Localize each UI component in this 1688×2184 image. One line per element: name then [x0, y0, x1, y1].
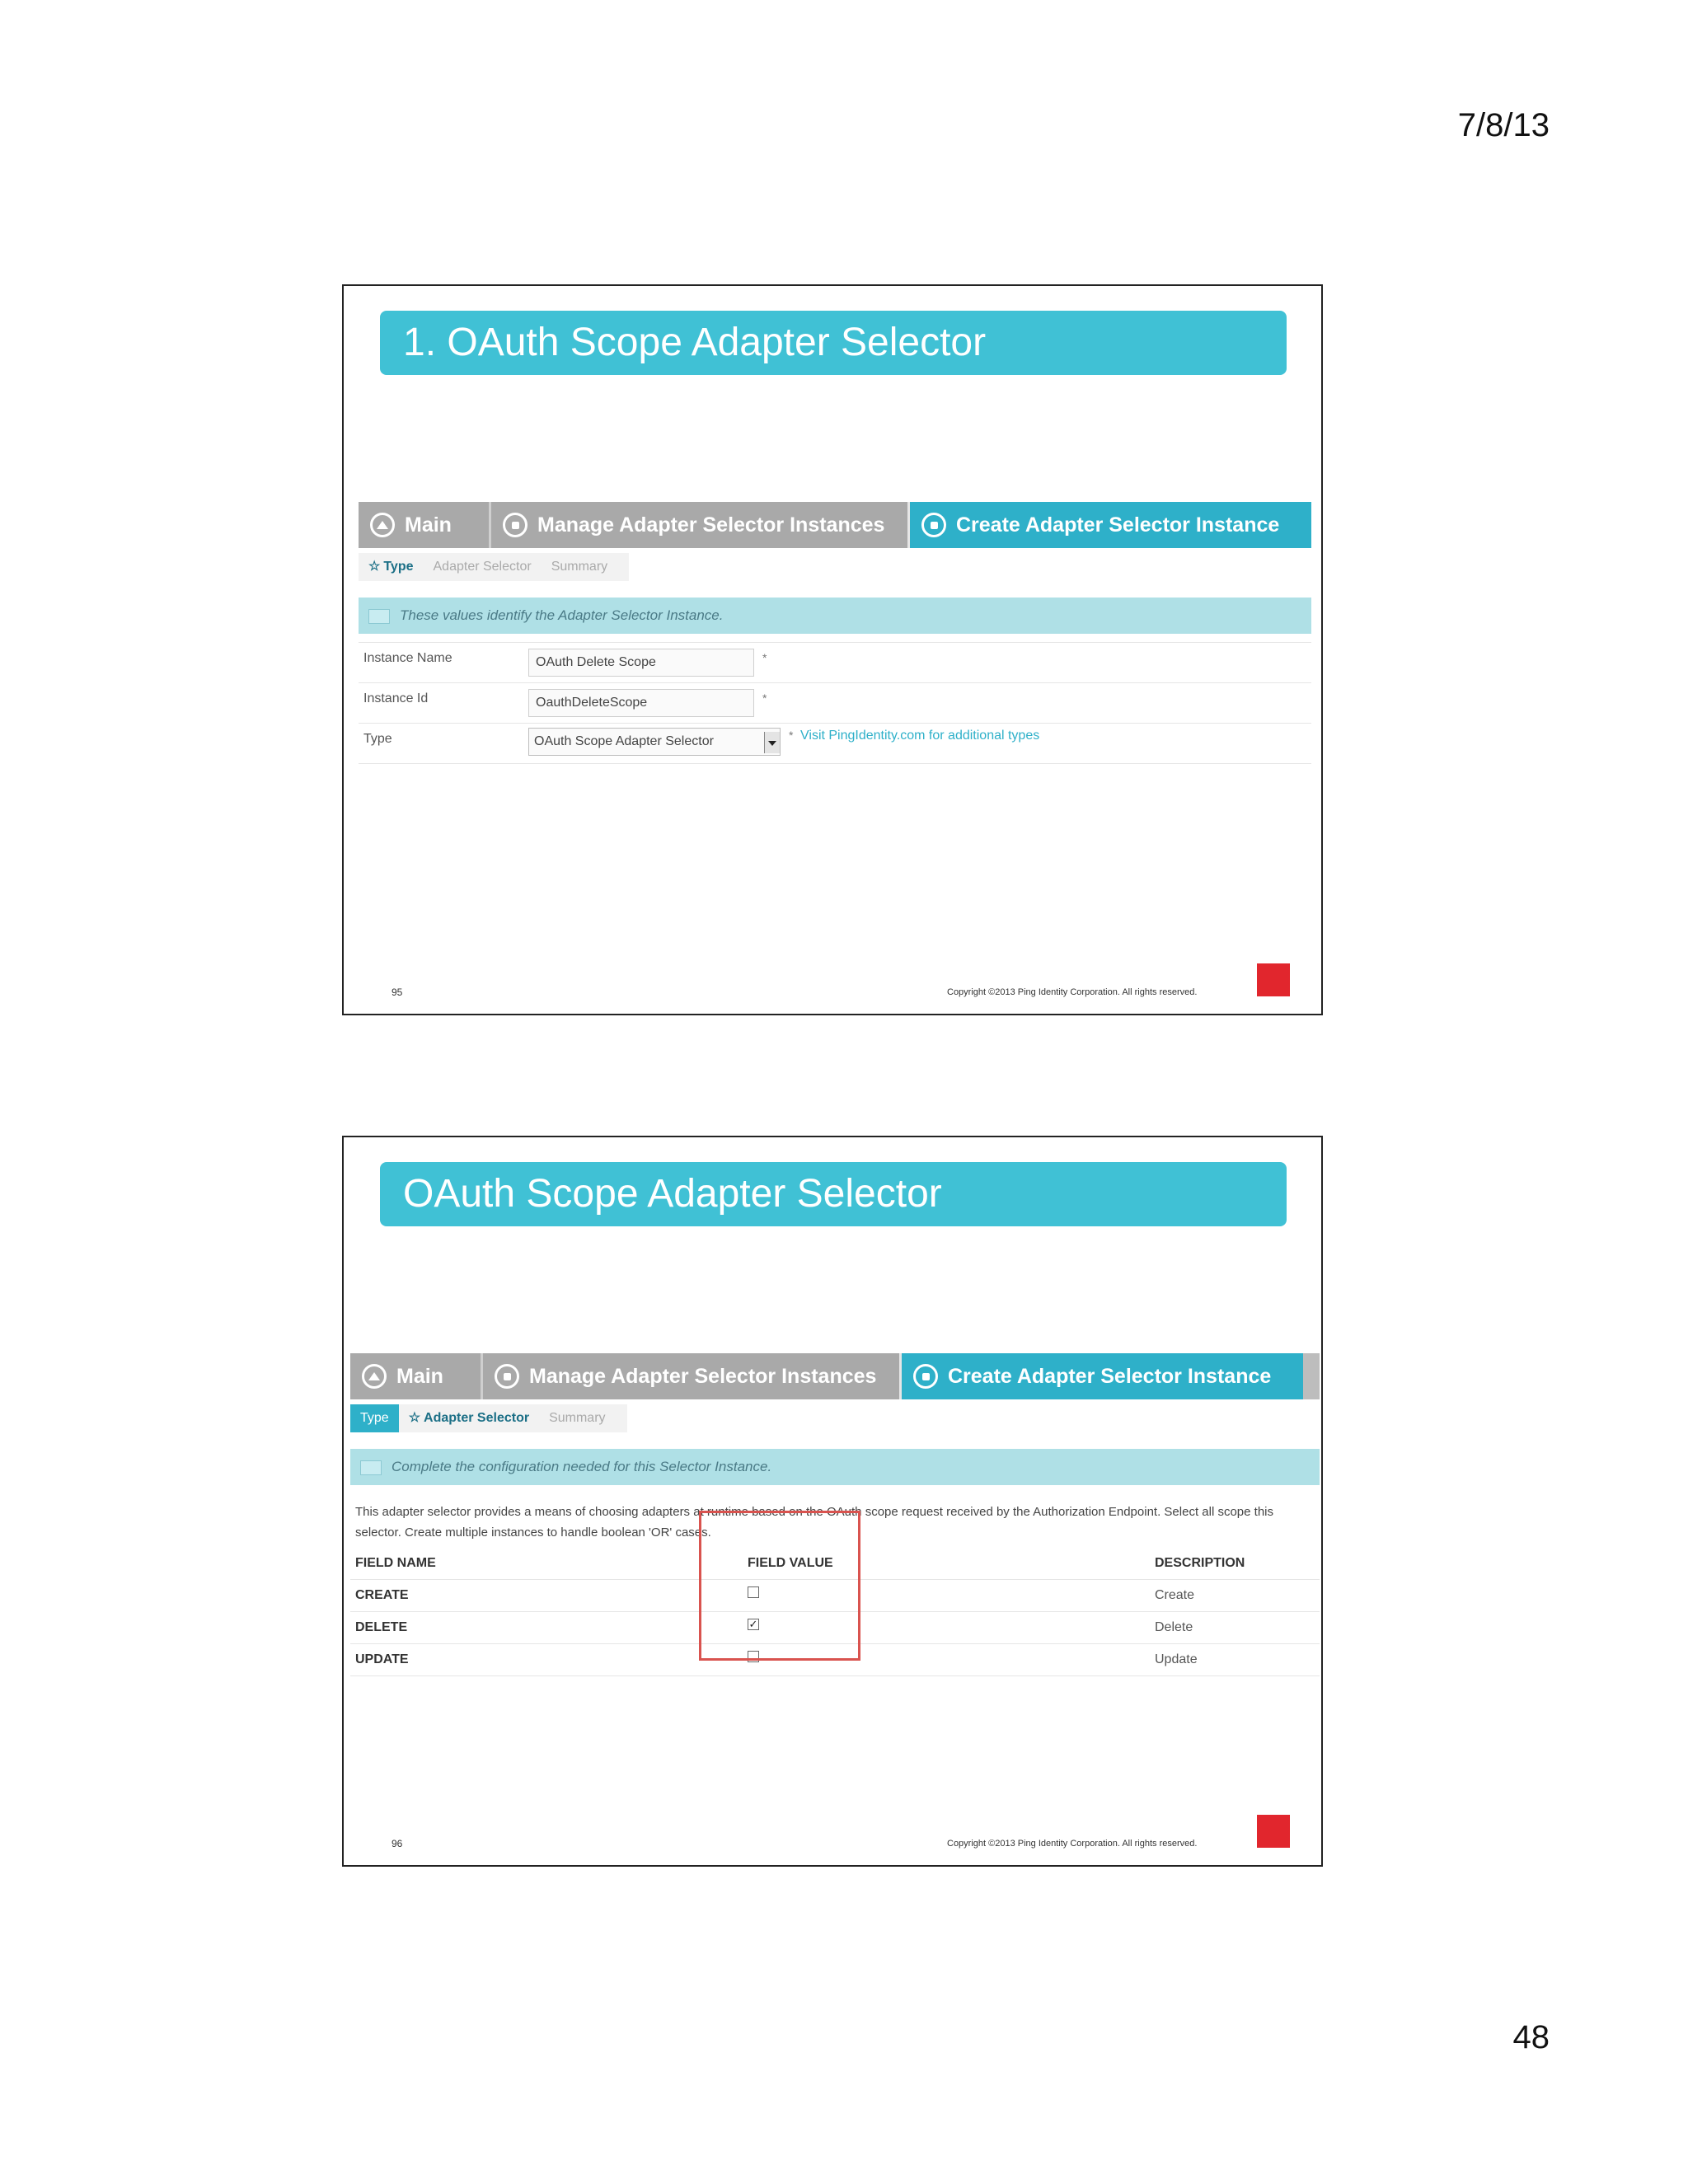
form-row-instance-id	[359, 682, 1311, 723]
step-adapter-selector[interactable]: Adapter Selector	[433, 560, 532, 574]
field-name: UPDATE	[355, 1652, 409, 1666]
nav-tab-label: Manage Adapter Selector Instances	[537, 513, 885, 537]
additional-types-link[interactable]: Visit PingIdentity.com for additional types	[800, 729, 1040, 743]
step-summary[interactable]: Summary	[551, 560, 608, 574]
slide-title: 1. OAuth Scope Adapter Selector	[380, 311, 1287, 375]
nav-bar	[350, 1353, 1320, 1399]
info-message	[350, 1449, 1320, 1485]
wizard-steps	[350, 1404, 627, 1432]
slide-number: 95	[392, 987, 403, 998]
info-message	[359, 598, 1311, 634]
instance-form	[359, 642, 1311, 764]
delete-checkbox[interactable]: ✓	[748, 1618, 758, 1630]
nav-tab-label: Create Adapter Selector Instance	[948, 1364, 1272, 1388]
ping-identity-logo	[1257, 1815, 1290, 1848]
step-type[interactable]	[359, 553, 424, 581]
nav-tab-create-instance[interactable]	[899, 1353, 1303, 1399]
header-field-name: FIELD NAME	[355, 1556, 436, 1570]
required-marker: *	[762, 651, 767, 664]
screenshot-create-instance	[359, 502, 1311, 782]
page-date: 7/8/13	[1457, 107, 1550, 143]
slide-title: OAuth Scope Adapter Selector	[380, 1162, 1287, 1226]
copyright-text: Copyright ©2013 Ping Identity Corporation. All rights reserved.	[947, 1839, 1198, 1849]
info-text: These values identify the Adapter Selector Instance.	[400, 607, 724, 623]
form-row-type	[359, 723, 1311, 764]
field-description: Create	[1155, 1588, 1195, 1602]
wizard-steps	[359, 553, 629, 581]
instance-name-label: Instance Name	[363, 651, 452, 665]
nav-tab-manage-instances[interactable]	[489, 502, 907, 548]
field-name: CREATE	[355, 1588, 409, 1602]
star-icon: ☆	[368, 560, 381, 574]
slide-2	[342, 1136, 1323, 1867]
nav-tab-label: Main	[396, 1364, 443, 1388]
stop-icon	[913, 1364, 938, 1389]
form-row-instance-name	[359, 642, 1311, 682]
nav-tab-main[interactable]	[350, 1353, 481, 1399]
field-name: DELETE	[355, 1620, 408, 1634]
instance-id-label: Instance Id	[363, 691, 429, 705]
step-type[interactable]: Type	[350, 1404, 399, 1432]
nav-tab-label: Main	[405, 513, 452, 537]
stop-icon	[503, 513, 528, 537]
required-marker: *	[789, 729, 794, 742]
type-select-value: OAuth Scope Adapter Selector	[534, 734, 714, 748]
slide-1	[342, 284, 1323, 1015]
nav-bar	[359, 502, 1311, 548]
chevron-down-icon[interactable]	[764, 732, 780, 753]
page-number: 48	[1512, 2019, 1550, 2055]
type-select[interactable]	[528, 728, 781, 756]
stop-icon	[921, 513, 946, 537]
home-icon	[362, 1364, 387, 1389]
copyright-text: Copyright ©2013 Ping Identity Corporation. All rights reserved.	[947, 987, 1198, 997]
stop-icon	[495, 1364, 519, 1389]
instance-id-input[interactable]: OauthDeleteScope	[528, 689, 754, 717]
required-marker: *	[762, 691, 767, 705]
nav-tab-label: Manage Adapter Selector Instances	[529, 1364, 877, 1388]
step-summary[interactable]: Summary	[549, 1411, 606, 1425]
field-description: Delete	[1155, 1620, 1193, 1634]
nav-tab-main[interactable]	[359, 502, 489, 548]
nav-tab-create-instance[interactable]	[907, 502, 1311, 548]
header-field-value: FIELD VALUE	[748, 1556, 833, 1570]
step-adapter-selector[interactable]	[399, 1404, 539, 1432]
info-text: Complete the configuration needed for this Selector Instance.	[392, 1459, 772, 1474]
message-icon	[360, 1460, 382, 1475]
step-label: Type	[383, 560, 414, 574]
header-description: DESCRIPTION	[1155, 1556, 1245, 1570]
type-label: Type	[363, 732, 392, 746]
instance-name-input[interactable]: OAuth Delete Scope	[528, 649, 754, 677]
message-icon	[368, 609, 390, 624]
nav-tab-manage-instances[interactable]	[481, 1353, 899, 1399]
field-value-highlight	[699, 1511, 860, 1661]
star-icon: ☆	[408, 1411, 421, 1425]
selector-description: This adapter selector provides a means of choosing adapters at runtime based on the OAuth scope request received by the Authorization Endpoint. Select all scope this selector. Create multiple instances to handle boolean 'OR' cases.	[355, 1505, 1273, 1540]
slide-number: 96	[392, 1838, 403, 1849]
nav-tab-label: Create Adapter Selector Instance	[956, 513, 1280, 537]
home-icon	[370, 513, 395, 537]
step-label: Adapter Selector	[424, 1411, 530, 1425]
ping-identity-logo	[1257, 963, 1290, 996]
field-description: Update	[1155, 1652, 1198, 1666]
